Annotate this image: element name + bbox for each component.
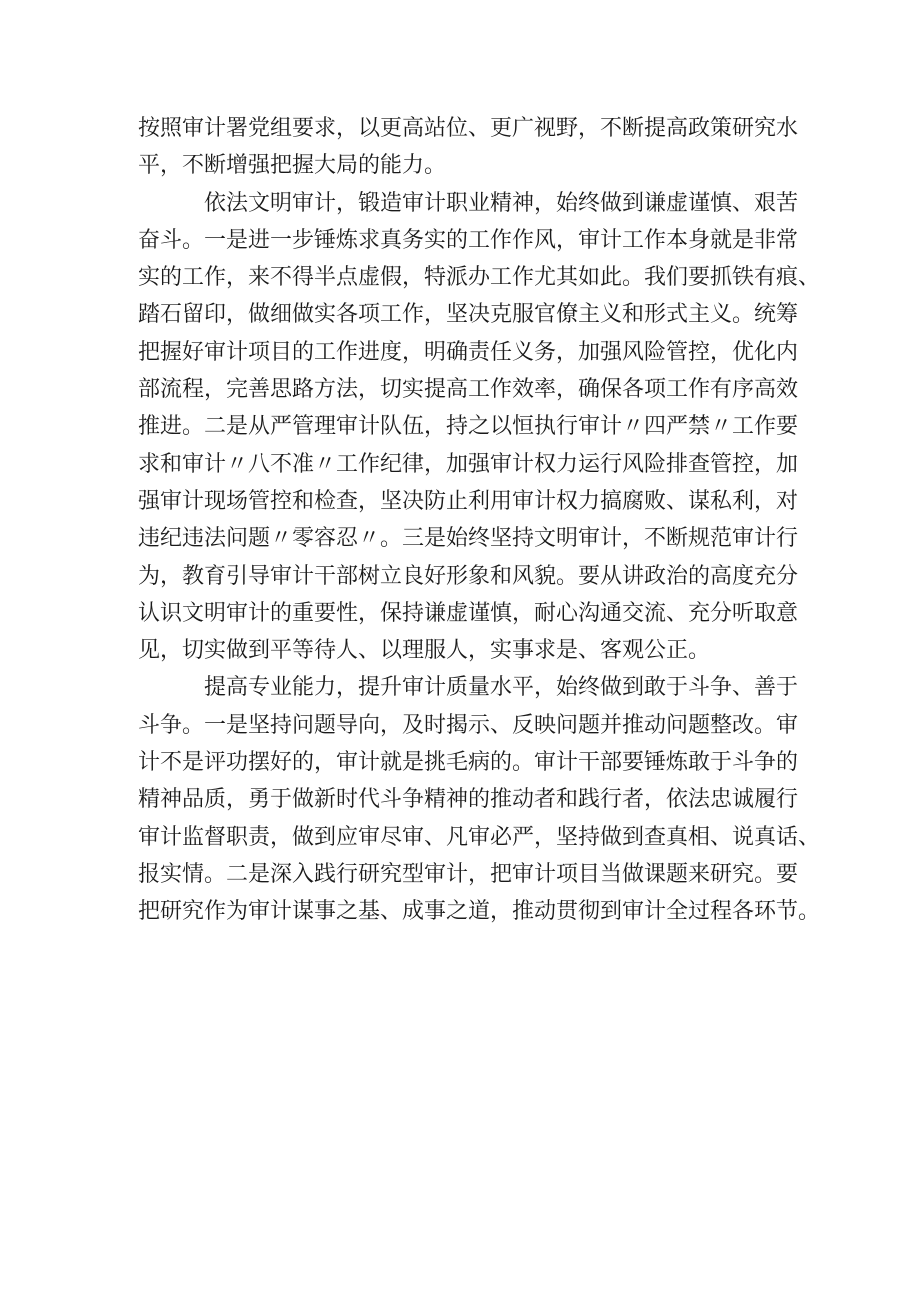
text-line: 计不是评功摆好的，审计就是挑毛病的。审计干部要锤炼敢于斗争的 bbox=[138, 750, 799, 776]
text-line: 求和审计〃八不准〃工作纪律，加强审计权力运行风险排查管控，加 bbox=[138, 451, 799, 477]
text-line: 报实情。二是深入践行研究型审计，把审计项目当做课题来研究。要 bbox=[138, 861, 799, 887]
text-line: 实的工作，来不得半点虚假，特派办工作尤其如此。我们要抓铁有痕、 bbox=[138, 265, 821, 291]
text-line: 认识文明审计的重要性，保持谦虚谨慎，耐心沟通交流、充分听取意 bbox=[138, 600, 799, 626]
text-line: 部流程，完善思路方法，切实提高工作效率，确保各项工作有序高效 bbox=[138, 377, 799, 403]
text-line: 奋斗。一是进一步锤炼求真务实的工作作风，审计工作本身就是非常 bbox=[138, 227, 799, 253]
text-line: 踏石留印，做细做实各项工作，坚决克服官僚主义和形式主义。统筹 bbox=[138, 302, 799, 328]
paragraph-2 bbox=[138, 185, 821, 670]
text-line: 审计监督职责，做到应审尽审、凡审必严，坚持做到查真相、说真话、 bbox=[138, 824, 821, 850]
document-body bbox=[138, 110, 821, 931]
text-line: 推进。二是从严管理审计队伍，持之以恒执行审计〃四严禁〃工作要 bbox=[138, 414, 799, 440]
text-line: 依法文明审计，锻造审计职业精神，始终做到谦虚谨慎、艰苦 bbox=[204, 190, 799, 216]
text-line: 平，不断增强把握大局的能力。 bbox=[138, 153, 447, 179]
text-line: 把研究作为审计谋事之基、成事之道，推动贯彻到审计全过程各环节。 bbox=[138, 899, 821, 925]
text-line: 精神品质，勇于做新时代斗争精神的推动者和践行者，依法忠诚履行 bbox=[138, 787, 799, 813]
text-line: 强审计现场管控和检查，坚决防止利用审计权力搞腐败、谋私利，对 bbox=[138, 488, 799, 514]
text-line: 把握好审计项目的工作进度，明确责任义务，加强风险管控，优化内 bbox=[138, 339, 799, 365]
text-line: 斗争。一是坚持问题导向，及时揭示、反映问题并推动问题整改。审 bbox=[138, 712, 799, 738]
text-line: 提高专业能力，提升审计质量水平，始终做到敢于斗争、善于 bbox=[204, 675, 799, 701]
paragraph-3 bbox=[138, 669, 821, 930]
text-line: 见，切实做到平等待人、以理服人，实事求是、客观公正。 bbox=[138, 638, 711, 664]
text-line: 按照审计署党组要求，以更高站位、更广视野，不断提高政策研究水 bbox=[138, 116, 799, 141]
text-line: 违纪违法问题〃零容忍〃。三是始终坚持文明审计，不断规范审计行 bbox=[138, 526, 799, 552]
text-line: 为，教育引导审计干部树立良好形象和风貌。要从讲政治的高度充分 bbox=[138, 563, 799, 589]
paragraph-1 bbox=[138, 110, 799, 185]
